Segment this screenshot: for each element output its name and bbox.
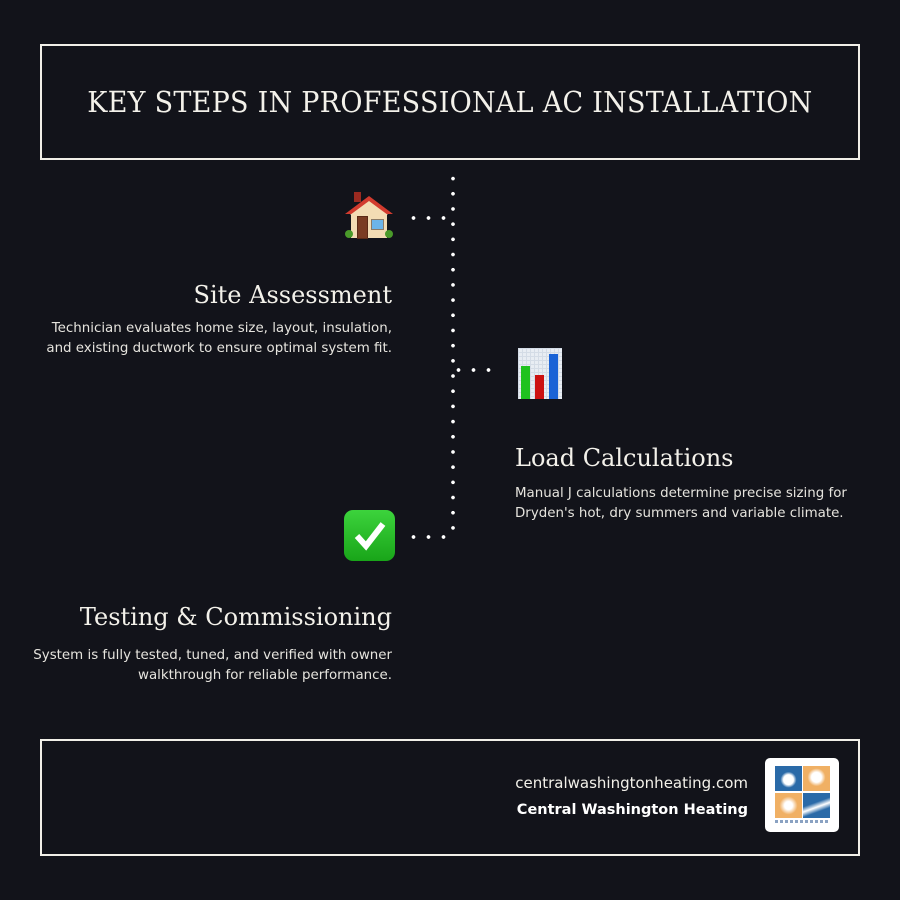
- connector-step-1: [406, 216, 455, 220]
- timeline-vertical-dotted-line: [451, 171, 455, 539]
- step-description-load-calculations: Manual J calculations determine precise sizing for Dryden's hot, dry summers and variable climate.: [515, 486, 847, 521]
- logo-cloud-icon: [803, 793, 830, 818]
- logo-sun-icon: [803, 766, 830, 791]
- house-icon: [345, 192, 393, 242]
- connector-step-3: [406, 535, 455, 539]
- step-title-testing-commissioning: Testing & Commissioning: [79, 603, 392, 631]
- logo-snowflake-icon: [775, 793, 802, 818]
- step-description-testing-commissioning: System is fully tested, tuned, and verified with owner walkthrough for reliable performance.: [33, 648, 392, 683]
- bar-chart-icon: [518, 348, 562, 399]
- logo-water-drop-icon: [775, 766, 802, 791]
- footer: [40, 739, 860, 856]
- step-title-load-calculations: Load Calculations: [515, 444, 734, 472]
- step-title-site-assessment: Site Assessment: [193, 281, 392, 309]
- check-mark-icon: [344, 510, 395, 561]
- logo-caption: [775, 820, 829, 823]
- website-link[interactable]: centralwashingtonheating.com: [515, 774, 748, 792]
- company-logo: [765, 758, 839, 832]
- step-description-site-assessment: Technician evaluates home size, layout, insulation, and existing ductwork to ensure optimal system fit.: [46, 321, 392, 356]
- connector-step-2: [451, 368, 500, 372]
- title-banner: [40, 44, 860, 160]
- company-name: Central Washington Heating: [516, 802, 748, 818]
- page-title: KEY STEPS IN PROFESSIONAL AC INSTALLATION: [87, 85, 813, 119]
